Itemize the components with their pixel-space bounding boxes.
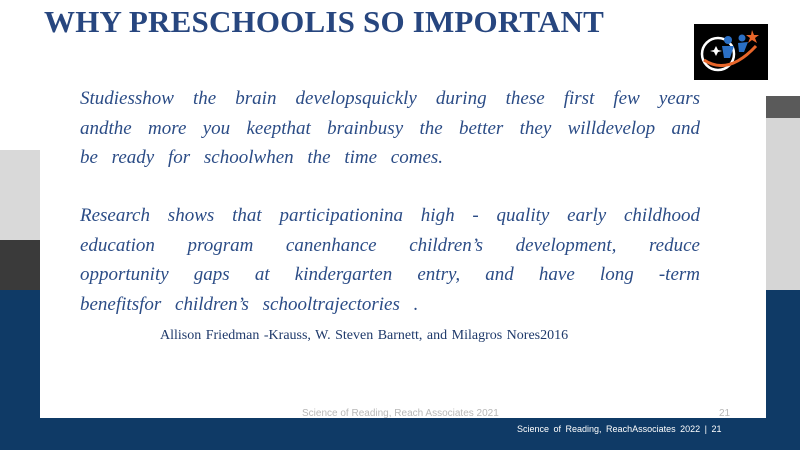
ghost-page-number: 21 bbox=[719, 408, 731, 419]
right-dark-decor bbox=[766, 96, 800, 118]
reach-associates-logo-icon bbox=[694, 24, 768, 80]
paragraph-research: Research shows that participationina high - quality early childhood education program canenhance children’s development, reduce opportunity gaps at kindergarten entry, and have long -term benefitsfor children’s schooltrajectories . bbox=[80, 205, 700, 315]
citation: Allison Friedman -Krauss, W. Steven Barnett, and Milagros Nores2016 bbox=[160, 328, 569, 343]
slide-title: WHY PRESCHOOLIS SO IMPORTANT bbox=[44, 4, 604, 39]
ghost-footer-text: Science of Reading, Reach Associates 2021 bbox=[302, 408, 499, 419]
right-gray-decor bbox=[766, 118, 800, 290]
left-dark-decor bbox=[0, 240, 40, 290]
slide-footer: Science of Reading, ReachAssociates 2022 | 21 bbox=[517, 424, 722, 434]
paragraph-brain-development: Studiesshow the brain developsquickly during these first few years andthe more you keepthat brainbusy the better they willdevelop and be ready for schoolwhen the time comes. bbox=[80, 88, 700, 168]
left-gray-decor bbox=[0, 150, 40, 240]
